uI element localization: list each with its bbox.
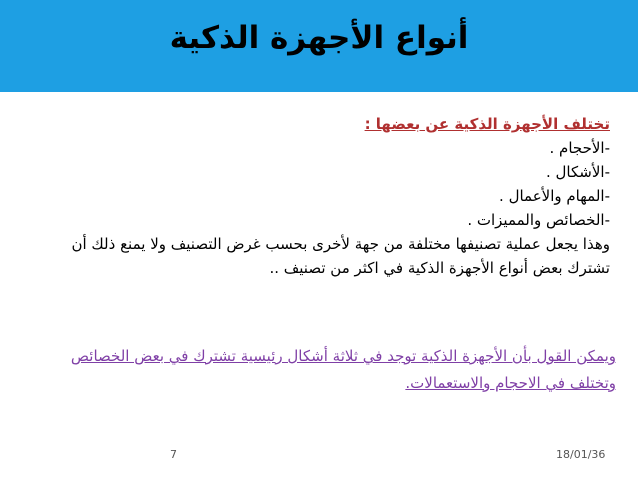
list-item: -الأشكال . <box>546 163 610 181</box>
footer-date: 18/01/36 <box>556 448 606 461</box>
list-item: -المهام والأعمال . <box>499 187 610 205</box>
content-heading: تختلف الأجهزة الذكية عن بعضها : <box>364 115 610 133</box>
title-bar <box>0 0 638 92</box>
highlight-line: وتختلف في الاحجام والاستعمالات. <box>405 374 616 392</box>
list-item: -الخصائص والمميزات . <box>467 211 610 229</box>
content-body <box>28 112 610 280</box>
slide-title: أنواع الأجهزة الذكية <box>169 20 469 56</box>
list-item: -الأحجام . <box>549 139 610 157</box>
highlight-line: ويمكن القول بأن الأجهزة الذكية توجد في ثلاثة أشكال رئيسية تشترك في بعض الخصائص <box>70 347 616 365</box>
paragraph-line: تشترك بعض أنواع الأجهزة الذكية في اكثر من تصنيف .. <box>269 259 610 277</box>
page-number: 7 <box>170 448 177 461</box>
highlight-statement <box>20 343 616 397</box>
paragraph-line: وهذا يجعل عملية تصنيفها مختلفة من جهة لأخرى بحسب غرض التصنيف ولا يمنع ذلك أن <box>71 235 610 253</box>
